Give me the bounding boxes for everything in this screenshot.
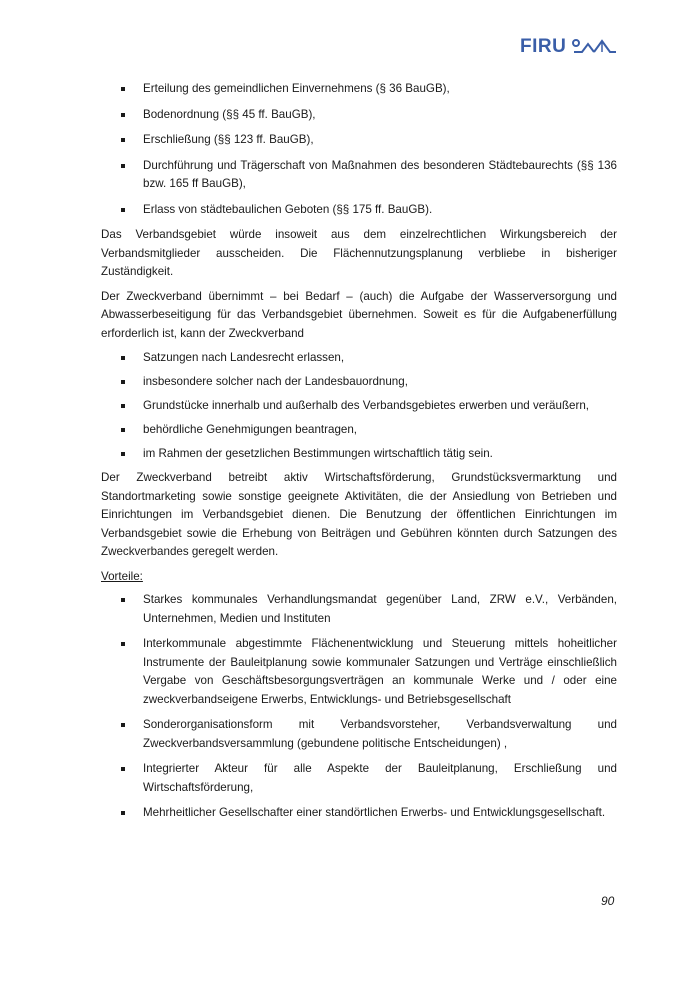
bullet-icon xyxy=(121,87,125,91)
paragraph-aufgaben: Der Zweckverband übernimmt – bei Bedarf – (auch) die Aufgabe der Wasserversorgung und Abwasserbeseitigung für das Verbandsgebiet übernehmen. Soweit es für die Aufgabenerfüllung erforderlich ist, kann der Zweckverband xyxy=(101,289,617,340)
bullet-icon xyxy=(121,164,125,168)
document-body xyxy=(101,80,617,830)
list-item: Durchführung und Trägerschaft von Maßnahmen des besonderen Städtebaurechts (§§ 136 bzw. 165 ff BauGB), xyxy=(101,157,617,194)
bullet-icon xyxy=(121,356,125,360)
firu-logo-mark-icon xyxy=(572,38,618,56)
list-item: Sonderorganisationsform mit Verbandsvorsteher, Verbandsverwaltung und Zweckverbandsversammlung (gebundene politische Entscheidungen) , xyxy=(101,716,617,753)
bullet-icon xyxy=(121,138,125,142)
list-item: im Rahmen der gesetzlichen Bestimmungen wirtschaftlich tätig sein. xyxy=(101,445,617,464)
list-item: Interkommunale abgestimmte Flächenentwicklung und Steuerung mittels hoheitlicher Instrumente der Bauleitplanung sowie kommunaler Satzungen und Verträge einschließlich Vergabe von Geschäftsbesorgungsverträgen an kommunale Werke und / oder eine zweckverbandseigene Erwerbs, Entwicklungs- und Betriebsgesellschaft xyxy=(101,635,617,709)
heading-vorteile: Vorteile: xyxy=(101,569,143,583)
list-item: Satzungen nach Landesrecht erlassen, xyxy=(101,349,617,368)
bullet-icon xyxy=(121,428,125,432)
bullet-icon xyxy=(121,380,125,384)
paragraph-wirtschaftsfoerderung: Der Zweckverband betreibt aktiv Wirtschaftsförderung, Grundstücksvermarktung und Standortmarketing sowie sonstige geeignete Aktivitäten, die der Ansiedlung von Betrieben und Einrichtungen im Verbandsgebiet dienen. Die Benutzung der öffentlichen Einrichtungen im Verbandsgebiet sowie die Erhebung von Beiträgen und Gebühren könnten durch Satzungen des Zweckverbandes geregelt werden. xyxy=(101,471,617,559)
list-item: Starkes kommunales Verhandlungsmandat gegenüber Land, ZRW e.V., Verbänden, Unternehmen, Medien und Instituten xyxy=(101,591,617,628)
bullet-icon xyxy=(121,113,125,117)
list-vorteile xyxy=(101,591,617,823)
bullet-icon xyxy=(121,598,125,602)
logo-text: FIRU xyxy=(520,36,567,57)
list-item: Erschließung (§§ 123 ff. BauGB), xyxy=(101,131,617,150)
bullet-icon xyxy=(121,452,125,456)
bullet-icon xyxy=(121,723,125,727)
bullet-icon xyxy=(121,208,125,212)
list-item: insbesondere solcher nach der Landesbauordnung, xyxy=(101,373,617,392)
list-item: Integrierter Akteur für alle Aspekte der Bauleitplanung, Erschließung und Wirtschaftsförderung, xyxy=(101,760,617,797)
bullet-icon xyxy=(121,642,125,646)
list-item: Erlass von städtebaulichen Geboten (§§ 175 ff. BauGB). xyxy=(101,201,617,220)
firu-logo xyxy=(520,34,620,60)
list-befugnisse xyxy=(101,80,617,219)
list-item: Erteilung des gemeindlichen Einvernehmens (§ 36 BauGB), xyxy=(101,80,617,99)
list-item: Grundstücke innerhalb und außerhalb des Verbandsgebietes erwerben und veräußern, xyxy=(101,397,617,416)
list-kompetenzen xyxy=(101,349,617,464)
list-item: behördliche Genehmigungen beantragen, xyxy=(101,421,617,440)
page-number: 90 xyxy=(601,894,615,908)
list-item: Mehrheitlicher Gesellschafter einer standörtlichen Erwerbs- und Entwicklungsgesellschaft. xyxy=(101,804,617,823)
paragraph-verbandsgebiet: Das Verbandsgebiet würde insoweit aus dem einzelrechtlichen Wirkungsbereich der Verbandsmitglieder ausscheiden. Die Flächennutzungsplanung verbliebe in bisheriger Zuständigkeit. xyxy=(101,228,617,278)
list-item: Bodenordnung (§§ 45 ff. BauGB), xyxy=(101,106,617,125)
bullet-icon xyxy=(121,404,125,408)
bullet-icon xyxy=(121,767,125,771)
bullet-icon xyxy=(121,811,125,815)
